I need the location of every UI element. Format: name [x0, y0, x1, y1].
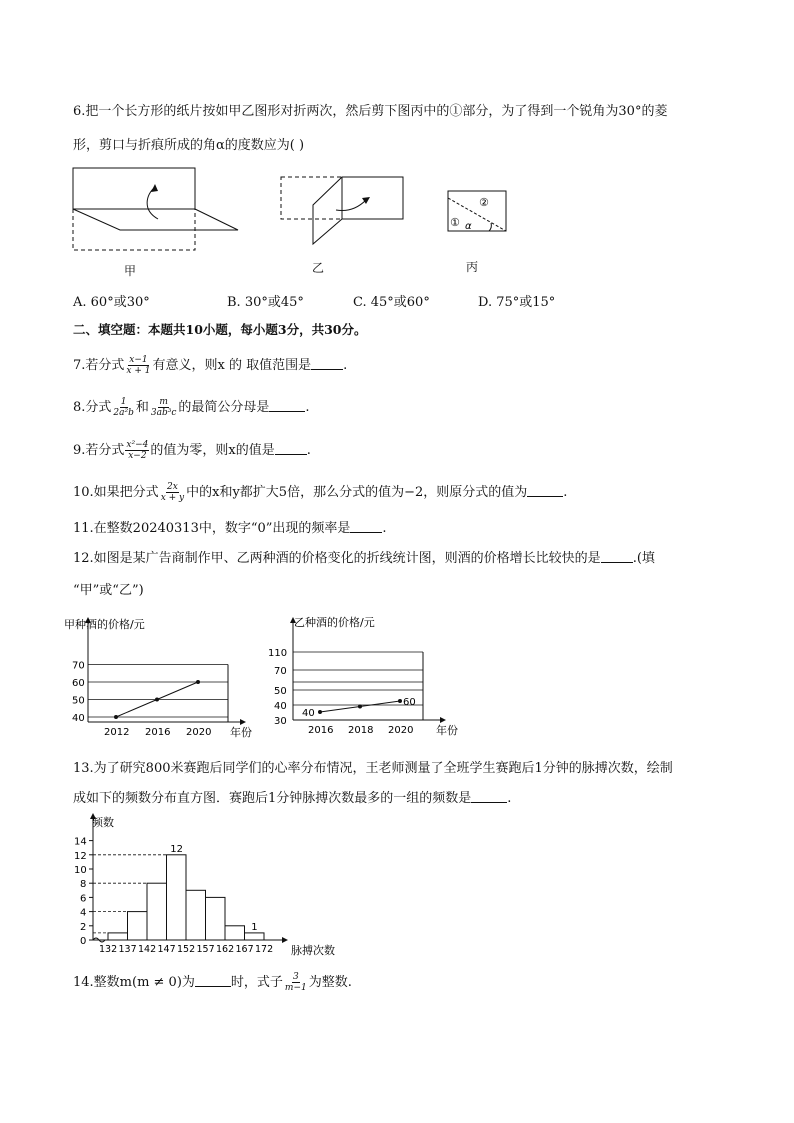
choice-d[interactable]: D. 75°或15°: [478, 295, 556, 310]
hist-xtick: 162: [216, 944, 235, 955]
hist-xtick: 132: [99, 944, 118, 955]
choice-a[interactable]: A. 60°或30°: [73, 295, 150, 310]
q13-answer-blank[interactable]: [471, 790, 507, 803]
q13-line2: 成如下的频数分布直方图．赛跑后1分钟脉搏次数最多的一组的频数是 .: [73, 791, 512, 806]
chart-yi-point: [318, 710, 322, 714]
hist-ytick: 6: [80, 893, 87, 905]
q11: 11.在整数20240313中，数字“0”出现的频率是 .: [73, 521, 387, 536]
hist-ytick: 0: [80, 936, 87, 947]
q12-line2: “甲”或“乙”): [73, 583, 144, 598]
hist-data-label: 1: [251, 921, 258, 933]
chart-jia-title: 甲种酒的价格/元: [64, 618, 145, 631]
section-heading: 二、填空题：本题共10小题，每小题3分，共30分。: [73, 322, 367, 337]
hist-bar: [245, 933, 265, 940]
hist-xtick: 172: [255, 944, 274, 955]
hist-ytick: 12: [74, 850, 87, 862]
chart-jia-xtick: 2012: [104, 727, 130, 738]
hist-bar: [225, 926, 245, 940]
figure-jia-label: 甲: [124, 264, 137, 278]
q7: 7.若分式 $\frac{x-1}{x + 1}$ 有意义，则x 的 取值范围是 .: [73, 355, 348, 376]
chart-yi-point: [398, 699, 402, 703]
chart-yi-point-label: 40: [302, 708, 315, 719]
chart-histogram: [55, 812, 355, 962]
q8: 8.分式 $\frac{1}{\text{2a²b}}$ 和 $\frac{m}{\text{3ab³c}}$ 的最简公分母是 .: [73, 397, 310, 418]
hist-xtick: 142: [138, 944, 157, 955]
chart-yi-xtick: 2020: [388, 725, 414, 736]
hist-xtick: 152: [177, 944, 196, 955]
hist-ytick: 10: [74, 865, 87, 876]
hist-xtick: 147: [157, 944, 176, 955]
chart-yi-xtick: 2018: [348, 725, 374, 736]
chart-yi-ytick: 110: [268, 648, 288, 659]
q9: 9.若分式 $\frac{\text{x²−4}}{x-2}$ 的值为零，则x的值是 .: [73, 440, 311, 461]
chart-jia-point: [114, 715, 118, 719]
chart-jia: [58, 612, 258, 742]
chart-jia-ytick: 50: [72, 695, 85, 707]
chart-jia-xtick: 2016: [145, 727, 171, 738]
hist-ytick: 2: [80, 921, 87, 933]
chart-yi-point: [358, 705, 362, 709]
q8-answer-blank[interactable]: [269, 399, 305, 412]
q9-answer-blank[interactable]: [275, 442, 307, 455]
q14: 14.整数m(m ≠ 0)为 时，式子 $\frac{3}{m-1}$ 为整数.: [73, 972, 352, 993]
q7-answer-blank[interactable]: [311, 357, 343, 370]
chart-jia-xlabel: 年份: [230, 726, 252, 739]
hist-xlabel: 脉搏次数: [291, 944, 335, 957]
hist-bar: [128, 912, 148, 940]
figure-yi-label: 乙: [312, 261, 325, 275]
chart-yi-ytick: 40: [274, 701, 287, 712]
figure-yi: [278, 172, 408, 252]
hist-xtick: 157: [196, 944, 215, 955]
q12-answer-blank[interactable]: [601, 550, 633, 563]
chart-yi-ytick: 30: [274, 716, 287, 727]
chart-yi-ytick: 70: [274, 666, 287, 677]
hist-ytick: 4: [80, 907, 87, 919]
q6-line2: 形，剪口与折痕所成的角α的度数应为( ): [73, 138, 305, 153]
bing-alpha: α: [465, 221, 472, 232]
hist-bar: [206, 897, 226, 940]
chart-jia-ytick: 60: [72, 678, 85, 689]
chart-jia-xtick: 2020: [186, 727, 212, 738]
hist-bar: [186, 890, 206, 940]
q14-answer-blank[interactable]: [195, 974, 231, 987]
figure-bing: [445, 188, 510, 238]
figure-jia: [70, 165, 245, 255]
hist-bar: [108, 933, 128, 940]
hist-xtick: 137: [118, 944, 137, 955]
bing-mark-2: ②: [479, 196, 489, 209]
hist-ytick: 8: [80, 879, 87, 891]
choice-c[interactable]: C. 45°或60°: [353, 295, 430, 310]
hist-bar: [147, 883, 167, 940]
chart-yi: [268, 612, 478, 742]
hist-data-label: 12: [170, 843, 183, 855]
q13-line1: 13.为了研究800米赛跑后同学们的心率分布情况，王老师测量了全班学生赛跑后1分钟的脉搏次数，绘制: [73, 761, 673, 776]
chart-jia-ytick: 40: [72, 713, 85, 724]
q12-line1: 12.如图是某广告商制作甲、乙两种酒的价格变化的折线统计图，则酒的价格增长比较快的是 .(填: [73, 551, 655, 566]
q6-line1: 6.把一个长方形的纸片按如甲乙图形对折两次，然后剪下图丙中的①部分，为了得到一个锐角为30°的菱: [73, 104, 668, 119]
figure-bing-label: 丙: [466, 260, 479, 274]
chart-yi-ytick: 50: [274, 686, 287, 697]
chart-jia-point: [196, 680, 200, 684]
q11-answer-blank[interactable]: [350, 520, 382, 533]
chart-jia-ytick: 70: [72, 660, 85, 672]
hist-bar: [167, 855, 187, 940]
q10: 10.如果把分式 $\frac{2x}{x + y}$ 中的x和y都扩大5倍，那么分式的值为−2，则原分式的值为 .: [73, 482, 568, 503]
hist-xtick: 167: [235, 944, 254, 955]
chart-yi-title: 乙种酒的价格/元: [294, 616, 375, 629]
q10-answer-blank[interactable]: [527, 484, 563, 497]
chart-yi-xlabel: 年份: [436, 724, 458, 737]
choice-b[interactable]: B. 30°或45°: [227, 295, 304, 310]
chart-jia-point: [155, 698, 159, 702]
chart-yi-point-label: 60: [403, 697, 416, 708]
bing-mark-1: ①: [450, 216, 460, 229]
hist-ylabel: 频数: [92, 816, 114, 829]
chart-yi-xtick: 2016: [308, 725, 334, 736]
hist-ytick: 14: [74, 836, 87, 848]
